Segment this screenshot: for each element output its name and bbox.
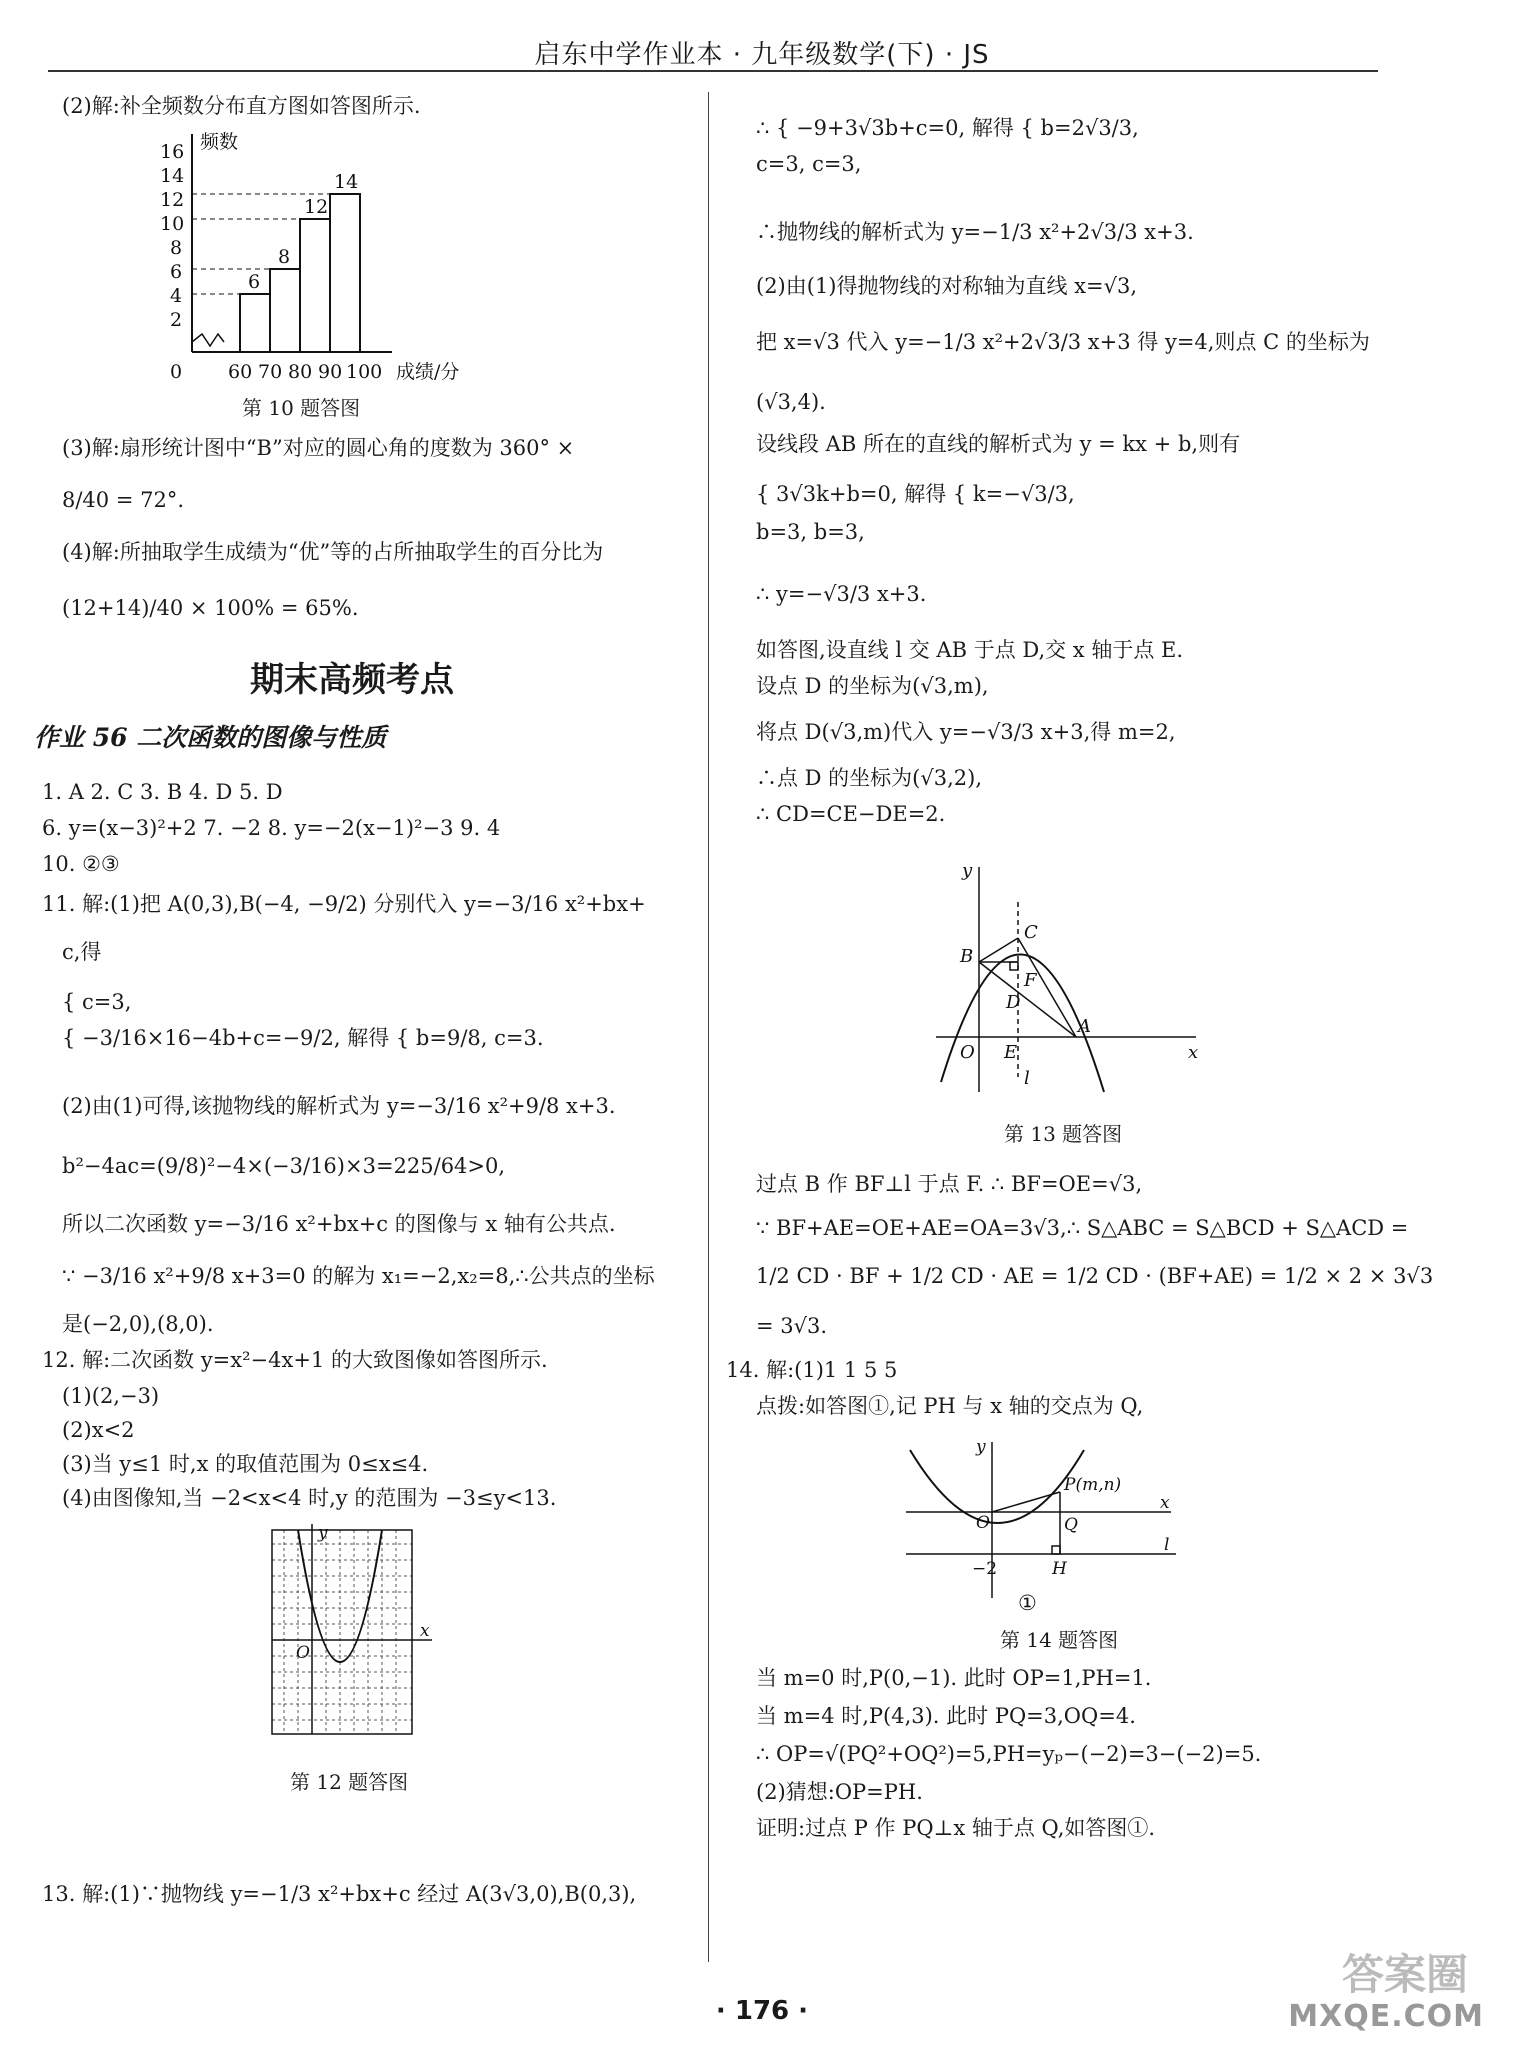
figure-10-caption: 第 10 题答图	[242, 396, 361, 420]
q13-line1: 13. 解:(1)∵抛物线 y=−1/3 x²+bx+c 经过 A(3√3,0),B(0,3),	[42, 1882, 637, 1906]
r-area-1: ∵ BF+AE=OE+AE=OA=3√3,∴ S△ABC = S△BCD + S△ACD =	[756, 1216, 1409, 1240]
ytick-0: 0	[170, 361, 183, 383]
q12-line2: (1)(2,−3)	[62, 1384, 160, 1408]
r-cd: ∴ CD=CE−DE=2.	[756, 802, 946, 826]
r-line-eq: ∴ y=−√3/3 x+3.	[756, 582, 927, 606]
ytick-2: 2	[170, 309, 183, 331]
ytick-12: 12	[160, 189, 185, 211]
xtick-90: 90	[318, 361, 343, 383]
bar-60-70	[240, 294, 270, 352]
fig14-neg2: −2	[972, 1559, 998, 1579]
bar-80-90	[300, 219, 330, 352]
page-header	[0, 0, 1524, 78]
q12-line5: (4)由图像知,当 −2<x<4 时,y 的范围为 −3≤y<13.	[62, 1486, 557, 1510]
bar-90-100	[330, 194, 360, 352]
q14-guess: (2)猜想:OP=PH.	[756, 1780, 923, 1804]
watermark-logo: 答案圈	[1341, 1950, 1468, 1999]
q11-line2: c,得	[62, 940, 102, 964]
ytick-8: 8	[170, 237, 183, 259]
ytick-14: 14	[160, 165, 185, 187]
r-point-d: ∴点 D 的坐标为(√3,2),	[756, 766, 983, 790]
r-set-d: 设点 D 的坐标为(√3,m),	[756, 674, 989, 698]
figure-12-caption: 第 12 题答图	[290, 1770, 409, 1794]
figure-14-caption: 第 14 题答图	[1000, 1628, 1119, 1652]
bar-70-80	[270, 269, 300, 352]
q10-part3-line1: (3)解:扇形统计图中“B”对应的圆心角的度数为 360° ×	[62, 436, 575, 460]
fig13-o: O	[960, 1042, 975, 1063]
r-system1-line2: c=3, c=3,	[756, 152, 862, 176]
q12-line3: (2)x<2	[62, 1418, 135, 1442]
r-set-l: 如答图,设直线 l 交 AB 于点 D,交 x 轴于点 E.	[756, 638, 1184, 662]
q10-part2: (2)解:补全频数分布直方图如答图所示.	[62, 94, 421, 118]
fig13-y: y	[962, 862, 973, 881]
fig14-circle-label: ①	[1018, 1591, 1037, 1615]
graph-figure-12	[262, 1524, 502, 1754]
fig12-x-label: x	[420, 1621, 430, 1641]
q14-line1: 14. 解:(1)1 1 5 5	[726, 1358, 898, 1382]
ytick-4: 4	[170, 285, 183, 307]
q11-line8: ∵ −3/16 x²+9/8 x+3=0 的解为 x₁=−2,x₂=8,∴公共点的坐标	[62, 1264, 655, 1288]
x-axis-label: 成绩/分	[396, 361, 460, 383]
r-sub-d: 将点 D(√3,m)代入 y=−√3/3 x+3,得 m=2,	[756, 720, 1176, 744]
xtick-100: 100	[346, 361, 383, 383]
q11-line3: { c=3,	[62, 990, 132, 1014]
column-divider	[708, 92, 709, 1962]
q11-line9: 是(−2,0),(8,0).	[62, 1312, 214, 1336]
bar-label-3: 12	[304, 196, 329, 218]
fig13-e: E	[1004, 1042, 1018, 1063]
fig13-f: F	[1024, 970, 1037, 991]
fig13-l: l	[1024, 1068, 1030, 1089]
answer-10: 10. ②③	[42, 852, 120, 876]
r-bf: 过点 B 作 BF⊥l 于点 F. ∴ BF=OE=√3,	[756, 1172, 1143, 1196]
fig14-x: x	[1160, 1493, 1170, 1513]
q14-proof: 证明:过点 P 作 PQ⊥x 轴于点 Q,如答图①.	[756, 1816, 1156, 1840]
bar-label-2: 8	[278, 246, 291, 268]
fig13-b: B	[960, 946, 974, 967]
fig14-p: P(m,n)	[1064, 1475, 1122, 1495]
watermark-url: MXQE.COM	[1288, 1999, 1484, 2034]
r-substitute: 把 x=√3 代入 y=−1/3 x²+2√3/3 x+3 得 y=4,则点 C 的坐标为	[756, 330, 1370, 354]
answers-1-5: 1. A 2. C 3. B 4. D 5. D	[42, 780, 283, 804]
q14-op: ∴ OP=√(PQ²+OQ²)=5,PH=yₚ−(−2)=3−(−2)=5.	[756, 1742, 1262, 1766]
q11-line5: (2)由(1)可得,该抛物线的解析式为 y=−3/16 x²+9/8 x+3.	[62, 1094, 616, 1118]
q11-line1: 11. 解:(1)把 A(0,3),B(−4, −9/2) 分别代入 y=−3/16 x²+bx+	[42, 892, 646, 916]
fig12-origin: O	[296, 1643, 310, 1663]
y-axis-label: 频数	[200, 131, 239, 153]
fig13-d: D	[1006, 992, 1021, 1013]
q14-hint: 点拨:如答图①,记 PH 与 x 轴的交点为 Q,	[756, 1394, 1144, 1418]
fig14-l: l	[1164, 1535, 1170, 1555]
r-area-2: 1/2 CD · BF + 1/2 CD · AE = 1/2 CD · (BF+AE) = 1/2 × 2 × 3√3	[756, 1264, 1434, 1288]
fig13-x: x	[1188, 1042, 1199, 1063]
fig12-y-label: y	[318, 1524, 328, 1543]
fig13-c: C	[1024, 922, 1038, 943]
q14-m4: 当 m=4 时,P(4,3). 此时 PQ=3,OQ=4.	[756, 1704, 1136, 1728]
figure-13-caption: 第 13 题答图	[1004, 1122, 1123, 1146]
section-title: 期末高频考点	[250, 660, 454, 700]
bar-label-4: 14	[334, 171, 359, 193]
r-axis: (2)由(1)得抛物线的对称轴为直线 x=√3,	[756, 274, 1138, 298]
bar-label-1: 6	[248, 271, 261, 293]
ytick-6: 6	[170, 261, 183, 283]
q10-part3-line2: 8/40 = 72°.	[62, 488, 185, 512]
ytick-16: 16	[160, 141, 185, 163]
answers-6-9: 6. y=(x−3)²+2 7. −2 8. y=−2(x−1)²−3 9. 4	[42, 816, 501, 840]
r-parabola: ∴抛物线的解析式为 y=−1/3 x²+2√3/3 x+3.	[756, 220, 1194, 244]
fig14-q: Q	[1064, 1515, 1078, 1535]
page-number: · 176 ·	[715, 1996, 809, 2026]
fig14-h: H	[1052, 1559, 1067, 1579]
xtick-80: 80	[288, 361, 313, 383]
q11-line7: 所以二次函数 y=−3/16 x²+bx+c 的图像与 x 轴有公共点.	[62, 1212, 616, 1236]
r-area-3: = 3√3.	[756, 1314, 828, 1338]
q11-line6: b²−4ac=(9/8)²−4×(−3/16)×3=225/64>0,	[62, 1154, 506, 1178]
q12-line1: 12. 解:二次函数 y=x²−4x+1 的大致图像如答图所示.	[42, 1348, 548, 1372]
ytick-10: 10	[160, 213, 185, 235]
graph-figure-14	[906, 1438, 1206, 1618]
r-system1-line1: ∴ { −9+3√3b+c=0, 解得 { b=2√3/3,	[756, 116, 1139, 140]
header-title: 启东中学作业本 · 九年级数学(下) · JS	[534, 40, 990, 70]
fig14-y: y	[976, 1438, 986, 1457]
fig14-o: O	[976, 1513, 990, 1533]
q10-part4-line2: (12+14)/40 × 100% = 65%.	[62, 596, 359, 620]
q10-part4-line1: (4)解:所抽取学生成绩为“优”等的占所抽取学生的百分比为	[62, 540, 604, 564]
graph-figure-13	[926, 862, 1206, 1102]
xtick-60: 60	[228, 361, 253, 383]
q14-m0: 当 m=0 时,P(0,−1). 此时 OP=1,PH=1.	[756, 1666, 1152, 1690]
q11-line4: { −3/16×16−4b+c=−9/2, 解得 { b=9/8, c=3.	[62, 1026, 544, 1050]
header-rule	[48, 70, 1378, 72]
r-line-ab: 设线段 AB 所在的直线的解析式为 y = kx + b,则有	[756, 432, 1241, 456]
fig13-a: A	[1078, 1016, 1091, 1037]
r-system2-line2: b=3, b=3,	[756, 520, 865, 544]
r-system2-line1: { 3√3k+b=0, 解得 { k=−√3/3,	[756, 482, 1075, 506]
q12-line4: (3)当 y≤1 时,x 的取值范围为 0≤x≤4.	[62, 1452, 429, 1476]
xtick-70: 70	[258, 361, 283, 383]
homework-title: 作业 56 二次函数的图像与性质	[34, 723, 387, 752]
histogram-figure-10	[152, 124, 472, 384]
r-point-c: (√3,4).	[756, 390, 826, 414]
